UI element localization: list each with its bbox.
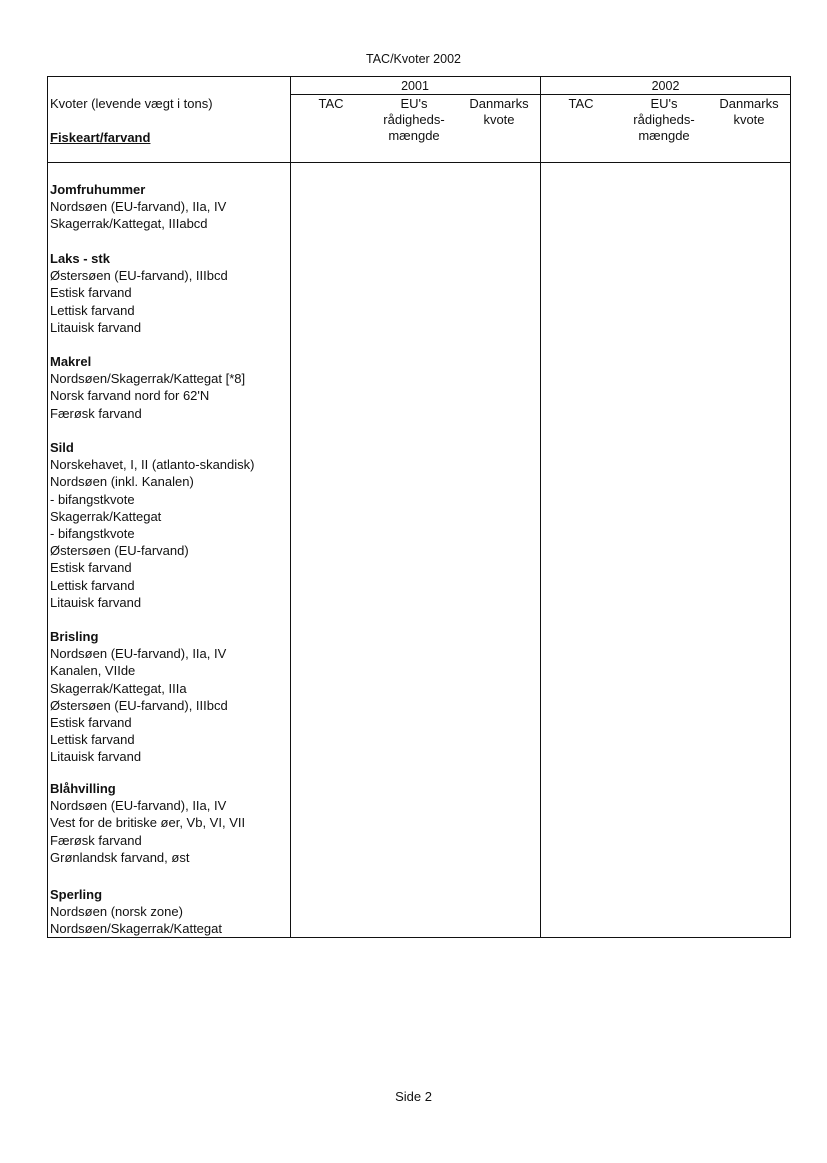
row-label: - bifangstkvote bbox=[50, 526, 135, 541]
section-title-text: Sperling bbox=[50, 887, 103, 902]
row-label: Østersøen (EU-farvand) bbox=[50, 543, 189, 559]
row-label: Grønlandsk farvand, øst bbox=[50, 849, 190, 865]
section-title-text: Laks - stk bbox=[50, 251, 110, 266]
row-label: Skagerrak/Kattegat bbox=[50, 508, 162, 524]
col-eu-2002: EU's rådigheds- mængde bbox=[633, 96, 695, 143]
page-title: TAC/Kvoter 2002 bbox=[366, 52, 461, 66]
row-label: Litauisk farvand bbox=[50, 319, 142, 335]
unit-label: Kvoter (levende vægt i tons) bbox=[50, 96, 213, 111]
row-label: Litauisk farvand bbox=[50, 594, 142, 610]
row-label: Nordsøen (EU-farvand), IIa, IV bbox=[50, 798, 227, 814]
row-label: Litauisk farvand bbox=[50, 749, 142, 765]
col-eu-2001: EU's rådigheds- mængde bbox=[383, 96, 445, 143]
row-label: Kanalen, VIIde bbox=[50, 663, 136, 679]
row-label: Estisk farvand bbox=[50, 285, 132, 301]
year-2001: 2001 bbox=[401, 79, 429, 93]
col-dk-2001: Danmarks kvote bbox=[469, 96, 529, 127]
col-dk-2002: Danmarks kvote bbox=[719, 96, 779, 127]
row-label: Vest for de britiske øer, Vb, VI, VII bbox=[50, 815, 246, 831]
row-label: Nordsøen/Skagerrak/Kattegat bbox=[50, 921, 222, 937]
row-label: - bifangstkvote bbox=[50, 491, 135, 507]
year-2002: 2002 bbox=[651, 79, 680, 93]
row-label: Lettisk farvand bbox=[50, 732, 135, 748]
section-title-text: Blåhvilling bbox=[50, 781, 116, 796]
row-label: Nordsøen (norsk zone) bbox=[50, 904, 183, 920]
row-label: Norsk farvand nord for 62'N bbox=[50, 388, 210, 404]
row-label: Færøsk farvand bbox=[50, 405, 142, 421]
row-label: Norskehavet, I, II (atlanto-skandisk) bbox=[50, 457, 255, 473]
section-title-text: Sild bbox=[50, 440, 74, 455]
row-label: Østersøen (EU-farvand), IIIbcd bbox=[50, 268, 228, 284]
row-label: Nordsøen (EU-farvand), IIa, IV bbox=[50, 646, 227, 662]
section-title-text: Brisling bbox=[50, 629, 99, 644]
col-tac-2002: TAC bbox=[568, 96, 594, 111]
row-label: Skagerrak/Kattegat, IIIa bbox=[50, 680, 187, 696]
row-label: Nordsøen (EU-farvand), IIa, IV bbox=[50, 199, 227, 215]
page-number: Side 2 bbox=[395, 1089, 432, 1104]
header-bottom-divider bbox=[47, 162, 791, 163]
row-label: Nordsøen (inkl. Kanalen) bbox=[50, 474, 194, 490]
section-title-text: Makrel bbox=[50, 354, 92, 369]
row-label: Østersøen (EU-farvand), IIIbcd bbox=[50, 697, 228, 713]
row-label: Skagerrak/Kattegat, IIIabcd bbox=[50, 216, 208, 232]
section-title-text: Jomfruhummer bbox=[50, 182, 146, 197]
row-label: Estisk farvand bbox=[50, 715, 132, 730]
column-divider bbox=[540, 76, 541, 938]
species-label: Fiskeart/farvand bbox=[50, 130, 151, 145]
row-label: Nordsøen/Skagerrak/Kattegat [*8] bbox=[50, 371, 246, 387]
column-divider bbox=[290, 76, 291, 938]
row-label: Færøsk farvand bbox=[50, 832, 142, 848]
row-label: Lettisk farvand bbox=[50, 577, 135, 593]
row-label: Lettisk farvand bbox=[50, 302, 135, 318]
row-label: Estisk farvand bbox=[50, 560, 132, 576]
col-tac-2001: TAC bbox=[318, 96, 344, 111]
